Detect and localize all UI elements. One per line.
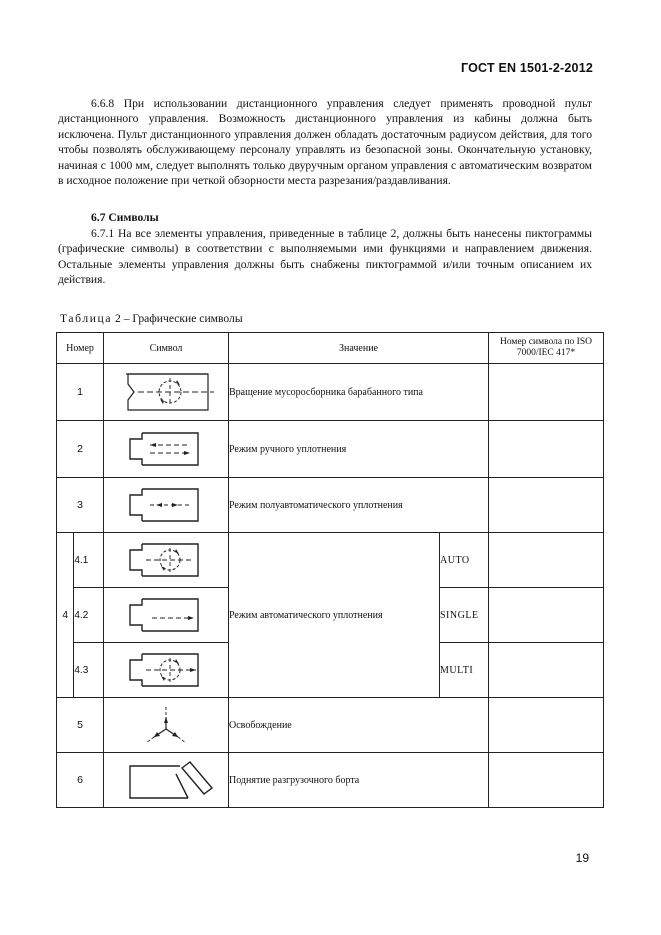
row-number: 3: [57, 478, 104, 533]
sub-row-number: 4.1: [74, 533, 104, 588]
table-caption-text: 2 – Графические символы: [112, 312, 243, 326]
symbol-cell: [104, 478, 229, 533]
symbol-cell: [104, 698, 229, 753]
table-row: [57, 533, 604, 588]
symbol-cell: [104, 588, 229, 643]
page-content: [58, 96, 592, 327]
table-row: [57, 753, 604, 808]
iso-cell: [489, 364, 604, 421]
paragraph-6-6-8: 6.6.8 При использовании дистанционного управления следует применять проводной пульт дистанционного управления. Возможность дистанционного управления из кабины должна быть исключена. Пульт дистанционного управления должен обладать достаточным радиусом действия, для того чтобы позволять обслуживающему персоналу управлять из безопасной зоны. Окончательную установку, начиная с 1000 мм, следует выполнять только двуручным органом управления с автоматическим возвратом в исходное положение при четкой обзорности места разрезания/раздавливания.: [58, 97, 592, 188]
meaning-cell: Режим ручного уплотнения: [229, 421, 489, 478]
row-number: 2: [57, 421, 104, 478]
drum-rotation-icon: [116, 370, 216, 414]
table-row: [57, 364, 604, 421]
iso-cell: [489, 533, 604, 588]
row-number: 1: [57, 364, 104, 421]
table-header-row: [57, 333, 604, 364]
symbol-cell: [104, 364, 229, 421]
header-iso: Номер символа по ISO 7000/IEC 417*: [489, 333, 604, 364]
symbol-cell: [104, 533, 229, 588]
auto-compaction-icon: [116, 538, 216, 582]
table-caption-label: Таблица: [60, 312, 113, 326]
row-number: 6: [57, 753, 104, 808]
row-number: 4: [57, 533, 74, 698]
iso-cell: [489, 753, 604, 808]
iso-cell: [489, 643, 604, 698]
symbol-cell: [104, 421, 229, 478]
table-row: [57, 478, 604, 533]
meaning-cell: Освобождение: [229, 698, 489, 753]
meaning-cell: Режим автоматического уплотнения: [229, 533, 440, 698]
symbols-table: [56, 332, 604, 808]
table-row: [57, 421, 604, 478]
mode-label: MULTI: [440, 643, 489, 698]
symbol-cell: [104, 643, 229, 698]
iso-cell: [489, 698, 604, 753]
multi-compaction-icon: [116, 648, 216, 692]
mode-label: SINGLE: [440, 588, 489, 643]
release-icon: [116, 703, 216, 747]
symbol-cell: [104, 753, 229, 808]
table-caption: [60, 311, 592, 326]
manual-compaction-icon: [116, 427, 216, 471]
single-compaction-icon: [116, 593, 216, 637]
row-number: 5: [57, 698, 104, 753]
sub-row-number: 4.3: [74, 643, 104, 698]
sub-row-number: 4.2: [74, 588, 104, 643]
meaning-cell: Вращение мусоросборника барабанного типа: [229, 364, 489, 421]
header-meaning: Значение: [229, 333, 489, 364]
iso-cell: [489, 478, 604, 533]
mode-label: AUTO: [440, 533, 489, 588]
tailgate-lift-icon: [116, 758, 216, 802]
semi-auto-compaction-icon: [116, 483, 216, 527]
header-number: Номер: [57, 333, 104, 364]
header-symbol: Символ: [104, 333, 229, 364]
paragraph-6-7-1: 6.7.1 На все элементы управления, приведенные в таблице 2, должны быть нанесены пиктограммы (графические символы) в соответствии с выполняемыми ими функциями и направлением движения. Остальные элементы управления должны быть снабжены пиктограммой и/или точным описанием их действия.: [58, 226, 592, 287]
page-number: 19: [575, 851, 589, 865]
iso-cell: [489, 421, 604, 478]
section-title-6-7: 6.7 Символы: [91, 211, 159, 225]
table-row: [57, 698, 604, 753]
meaning-cell: Поднятие разгрузочного борта: [229, 753, 489, 808]
iso-cell: [489, 588, 604, 643]
meaning-cell: Режим полуавтоматического уплотнения: [229, 478, 489, 533]
document-header: ГОСТ EN 1501-2-2012: [461, 61, 593, 75]
